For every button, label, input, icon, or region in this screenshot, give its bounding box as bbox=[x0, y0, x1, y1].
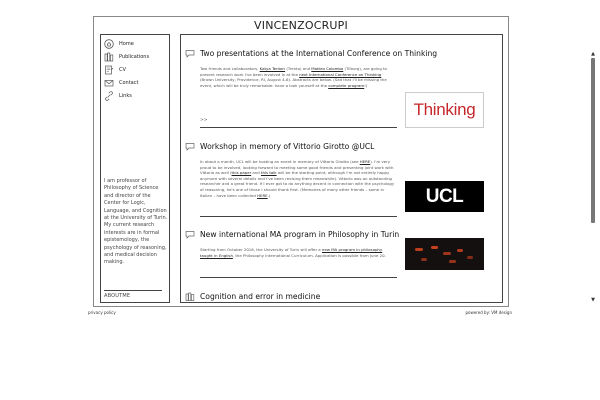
excerpt-text: In about a month, UCL will be hosting an event in memory of Vittorio Girotto (see bbox=[200, 159, 360, 164]
books-icon bbox=[185, 292, 195, 301]
excerpt-text: Two friends and collaborators, bbox=[200, 66, 260, 71]
home-icon bbox=[104, 39, 114, 49]
nav-publications-label: Publications bbox=[119, 53, 150, 60]
post-title[interactable]: New international MA program in Philosophy in Turin bbox=[200, 229, 400, 239]
speech-bubble-icon bbox=[185, 49, 195, 58]
excerpt-text: !) bbox=[364, 82, 368, 88]
envelope-icon bbox=[104, 78, 114, 88]
excerpt-text: will be the starting point, although I'm not entirely happy anymore with several details and I've been revising them meanwhile). Vittorio was an outstanding researcher and a great friend. If I ever got to do anything decent in connection with the psychology of reasoning, he's one of those I should thank first. (Memories of many other friends – some in Italian – have been collected bbox=[200, 170, 395, 198]
nav-contact[interactable] bbox=[104, 77, 138, 88]
books-icon bbox=[104, 52, 114, 62]
post-thumbnail[interactable] bbox=[405, 238, 484, 270]
post-thumbnail[interactable] bbox=[405, 181, 484, 212]
scrollbar[interactable] bbox=[590, 51, 596, 303]
nav-links-label: Links bbox=[119, 92, 132, 99]
nav-cv-label: CV bbox=[119, 66, 126, 73]
nav-publications[interactable] bbox=[104, 51, 149, 62]
inline-link[interactable]: complete program bbox=[328, 82, 365, 88]
post-thumbnail[interactable] bbox=[405, 92, 484, 128]
thumbnail-caption: Thinking bbox=[413, 100, 476, 119]
speech-bubble-icon bbox=[185, 142, 195, 151]
inline-link[interactable]: next International Conference on Thinking bbox=[299, 71, 382, 77]
nav-home[interactable] bbox=[104, 38, 134, 49]
post-excerpt bbox=[200, 247, 396, 258]
powered-by-text: powered by: VM design bbox=[465, 310, 512, 315]
excerpt-text: and bbox=[251, 170, 261, 176]
excerpt-text: , the Philosophy International Curriculum. Application is possible from June 20. bbox=[232, 252, 386, 258]
nav-home-label: Home bbox=[119, 40, 134, 47]
excerpt-text: .) bbox=[267, 192, 271, 198]
inline-link[interactable]: this paper bbox=[231, 170, 252, 176]
post-excerpt bbox=[200, 66, 396, 88]
post-divider bbox=[200, 216, 397, 217]
nav-links[interactable] bbox=[104, 90, 132, 101]
inline-link[interactable]: new MA program in philosophy taught in English bbox=[200, 247, 383, 258]
bio-divider bbox=[104, 290, 162, 291]
excerpt-text: Starting from October 2016, the University of Turin will offer a bbox=[200, 247, 322, 252]
inline-link[interactable]: HERE bbox=[257, 192, 268, 198]
speech-bubble-icon bbox=[185, 230, 195, 239]
link-icon bbox=[104, 91, 114, 101]
post-title[interactable]: Two presentations at the International Conference on Thinking bbox=[200, 48, 438, 58]
post-item bbox=[185, 290, 487, 303]
excerpt-text: (Brown University, Providence, RI, August 4-6). Abstracts are below. (Sad that I'll be missing the event, which will be truly remarkable: have a look yourself at the bbox=[200, 77, 387, 88]
privacy-policy-link[interactable]: privacy policy bbox=[88, 310, 116, 315]
cv-icon bbox=[104, 65, 114, 75]
site-title[interactable]: VINCENZOCRUPI bbox=[254, 19, 348, 32]
post-divider bbox=[200, 127, 397, 128]
page-frame bbox=[93, 16, 595, 307]
excerpt-text: (Tilburg), are going to present research work I've been involved in at the bbox=[200, 66, 387, 77]
thumbnail-caption: UCL bbox=[425, 185, 464, 207]
sidebar bbox=[100, 34, 170, 303]
post-title[interactable]: Cognition and error in medicine bbox=[200, 291, 321, 301]
nav-cv[interactable] bbox=[104, 64, 126, 75]
posts-panel bbox=[180, 34, 503, 303]
inline-link[interactable]: HERE bbox=[359, 159, 371, 164]
scroll-thumb[interactable] bbox=[591, 58, 595, 223]
inline-link[interactable]: this talk bbox=[260, 170, 277, 176]
excerpt-text: ). I'm very proud to be involved, looking forward to meeting some good friends and presenting joint work with Vittorio as well ( bbox=[200, 159, 394, 176]
nav-contact-label: Contact bbox=[119, 79, 139, 86]
scroll-down-icon[interactable]: ▼ bbox=[591, 297, 595, 303]
bio-text: I am professor of Philosophy of Science and director of the Center for Logic, Language, and Cognition at the University of Turin. My current research interests are in formal epistemology, the psychology of reasoning, and medical decision making. bbox=[104, 178, 168, 266]
post-excerpt bbox=[200, 159, 396, 198]
post-divider bbox=[200, 277, 397, 278]
inline-link[interactable]: Katya Tentori bbox=[259, 66, 286, 71]
about-me-link[interactable]: ABOUTME bbox=[104, 293, 131, 299]
excerpt-text: (Trento) and bbox=[285, 66, 312, 71]
scroll-up-icon[interactable]: ▲ bbox=[591, 51, 595, 57]
inline-link[interactable]: Matteo Colombo bbox=[311, 66, 344, 71]
post-title[interactable]: Workshop in memory of Vittorio Girotto @UCL bbox=[200, 141, 375, 151]
read-more-link[interactable]: >> bbox=[200, 118, 208, 123]
